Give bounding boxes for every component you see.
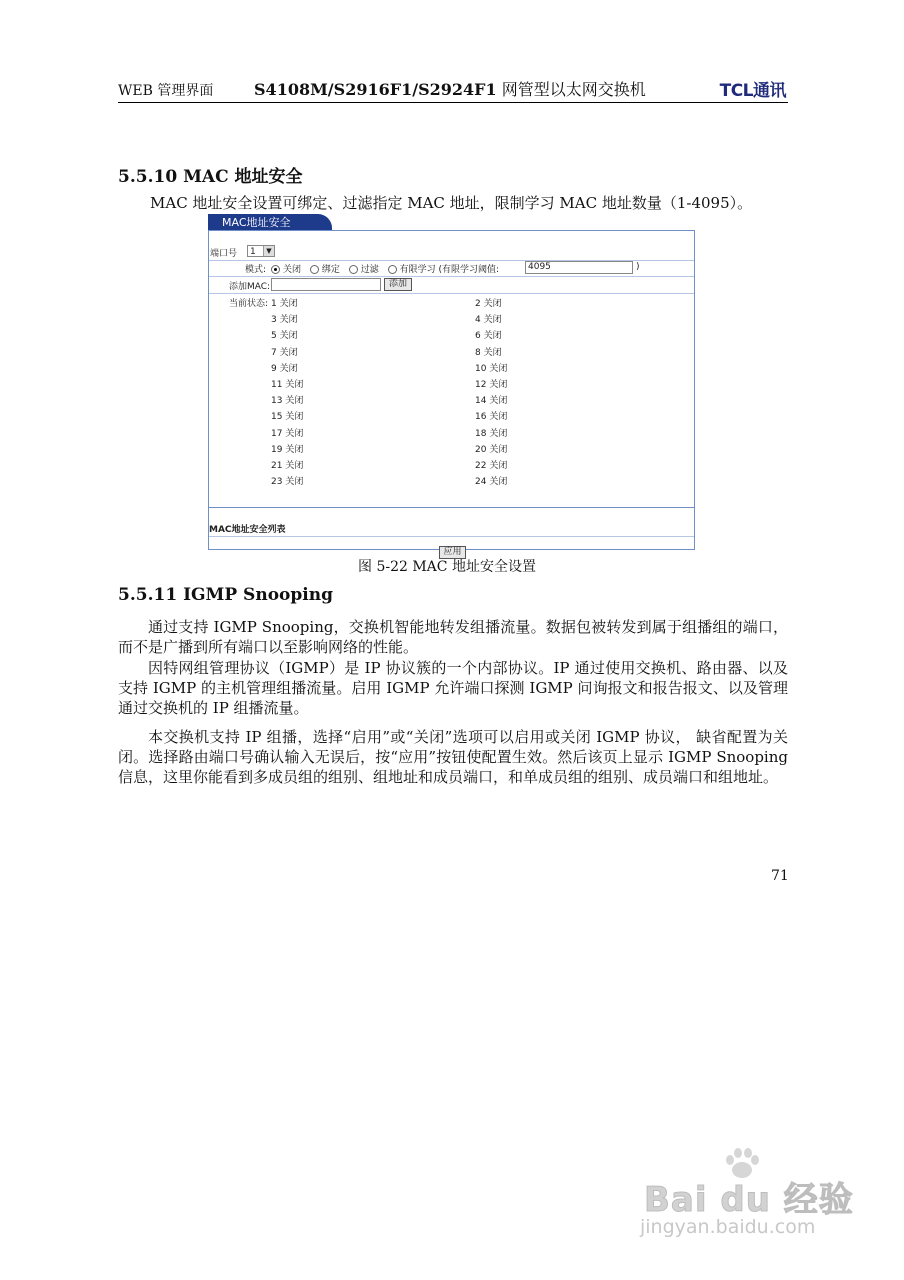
logo-tongxun-text: 通讯 bbox=[753, 81, 786, 101]
mode-radio-filter[interactable] bbox=[349, 265, 358, 274]
port-status-cell: 11 关闭 bbox=[271, 380, 304, 390]
page-header bbox=[118, 76, 788, 103]
port-select[interactable] bbox=[247, 245, 275, 257]
divider bbox=[209, 293, 694, 294]
chevron-down-icon: ▼ bbox=[263, 246, 274, 256]
port-select-value: 1 bbox=[250, 247, 256, 257]
mac-security-screenshot bbox=[208, 214, 695, 557]
port-status-cell: 13 关闭 bbox=[271, 396, 304, 407]
port-status-cell: 16 关闭 bbox=[475, 412, 508, 423]
divider bbox=[209, 507, 694, 508]
divider bbox=[209, 276, 694, 277]
current-status-label: 当前状态: bbox=[229, 299, 269, 309]
port-status-cell: 14 关闭 bbox=[475, 396, 508, 407]
baidu-jingyan-watermark bbox=[640, 1150, 860, 1250]
mode-radio-limited[interactable] bbox=[388, 265, 397, 274]
header-title-rest: 网管型以太网交换机 bbox=[496, 80, 646, 99]
mode-limited-label: 有限学习 (有限学习阈值: bbox=[399, 265, 500, 275]
port-status-cell: 8 关闭 bbox=[475, 347, 502, 358]
port-status-cell: 23 关闭 bbox=[271, 477, 304, 488]
port-status-cell: 15 关闭 bbox=[271, 412, 304, 423]
port-status-cell: 21 关闭 bbox=[271, 461, 304, 471]
port-status-cell: 7 关闭 bbox=[271, 347, 298, 358]
section-heading-mac-security: 5.5.10 MAC 地址安全 bbox=[118, 167, 303, 187]
divider bbox=[209, 536, 694, 537]
port-status-cell: 9 关闭 bbox=[271, 363, 298, 374]
mode-filter-label: 过滤 bbox=[360, 265, 379, 275]
panel-tab-title: MAC地址安全 bbox=[208, 214, 332, 231]
limit-threshold-input[interactable]: 4095 bbox=[525, 261, 633, 274]
mode-radio-off[interactable] bbox=[271, 265, 280, 274]
port-status-cell: 6 关闭 bbox=[475, 331, 502, 342]
add-mac-input[interactable] bbox=[271, 278, 381, 291]
port-label: 端口号 bbox=[210, 249, 238, 259]
logo-tcl-text: TCL bbox=[719, 81, 753, 101]
mac-security-list-title: MAC地址安全列表 bbox=[209, 525, 286, 535]
port-status-cell: 18 关闭 bbox=[475, 428, 508, 439]
port-status-cell: 5 关闭 bbox=[271, 331, 298, 342]
port-status-cell: 12 关闭 bbox=[475, 380, 508, 390]
mode-off-label: 关闭 bbox=[283, 265, 302, 275]
page-number: 71 bbox=[771, 868, 789, 884]
port-status-cell: 4 关闭 bbox=[475, 315, 502, 326]
watermark-url: jingyan.baidu.com bbox=[640, 1216, 816, 1238]
add-mac-button[interactable]: 添加 bbox=[384, 278, 412, 291]
watermark-main-text: Bai du 经验 bbox=[644, 1180, 854, 1220]
mode-bind-label: 绑定 bbox=[321, 265, 340, 275]
port-status-cell: 17 关闭 bbox=[271, 428, 304, 439]
port-status-cell: 10 关闭 bbox=[475, 363, 508, 374]
igmp-paragraph-2: 因特网组管理协议（IGMP）是 IP 协议簇的一个内部协议。IP 通过使用交换机、路由器、以及支持 IGMP 的主机管理组播流量。启用 IGMP 允许端口探测 IGMP 问询报文和报告报文、以及管理通过交换机的 IP 组播流量。 bbox=[118, 659, 788, 717]
tcl-logo bbox=[720, 76, 786, 101]
port-status-cell: 20 关闭 bbox=[475, 444, 508, 455]
igmp-paragraph-3: 本交换机支持 IP 组播，选择“启用”或“关闭”选项可以启用或关闭 IGMP 协议， 缺省配置为关闭。选择路由端口号确认输入无误后，按“应用”按钮使配置生效。然后该页上显示 IGMP Snooping 信息，这里你能看到多成员组的组别、组地址和成员端口，和单成员组的组别、成员端口和组地址。 bbox=[118, 728, 788, 786]
port-status-cell: 24 关闭 bbox=[475, 477, 508, 488]
figure-caption: 图 5-22 MAC 地址安全设置 bbox=[358, 559, 536, 575]
port-status-cell: 1 关闭 bbox=[271, 299, 298, 309]
apply-button[interactable]: 应用 bbox=[439, 546, 466, 559]
limit-close-paren: ) bbox=[636, 262, 640, 272]
mode-label: 模式: bbox=[245, 265, 267, 275]
port-status-cell: 19 关闭 bbox=[271, 444, 304, 455]
port-status-cell: 2 关闭 bbox=[475, 299, 502, 309]
header-section-label: WEB 管理界面 bbox=[118, 83, 214, 99]
header-model: S4108M/S2916F1/S2924F1 bbox=[254, 80, 497, 99]
mode-radio-group bbox=[265, 262, 499, 275]
port-status-cell: 22 关闭 bbox=[475, 461, 508, 471]
header-product-title bbox=[254, 77, 646, 100]
igmp-paragraph-1: 通过支持 IGMP Snooping，交换机智能地转发组播流量。数据包被转发到属于组播组的端口，而不是广播到所有端口以至影响网络的性能。 bbox=[118, 618, 788, 656]
panel-frame bbox=[208, 230, 695, 557]
add-mac-label: 添加MAC: bbox=[229, 282, 271, 292]
port-status-cell: 3 关闭 bbox=[271, 315, 298, 326]
mac-security-intro: MAC 地址安全设置可绑定、过滤指定 MAC 地址，限制学习 MAC 地址数量（1-4095）。 bbox=[150, 194, 753, 212]
section-heading-igmp: 5.5.11 IGMP Snooping bbox=[118, 585, 333, 605]
mode-radio-bind[interactable] bbox=[310, 265, 319, 274]
